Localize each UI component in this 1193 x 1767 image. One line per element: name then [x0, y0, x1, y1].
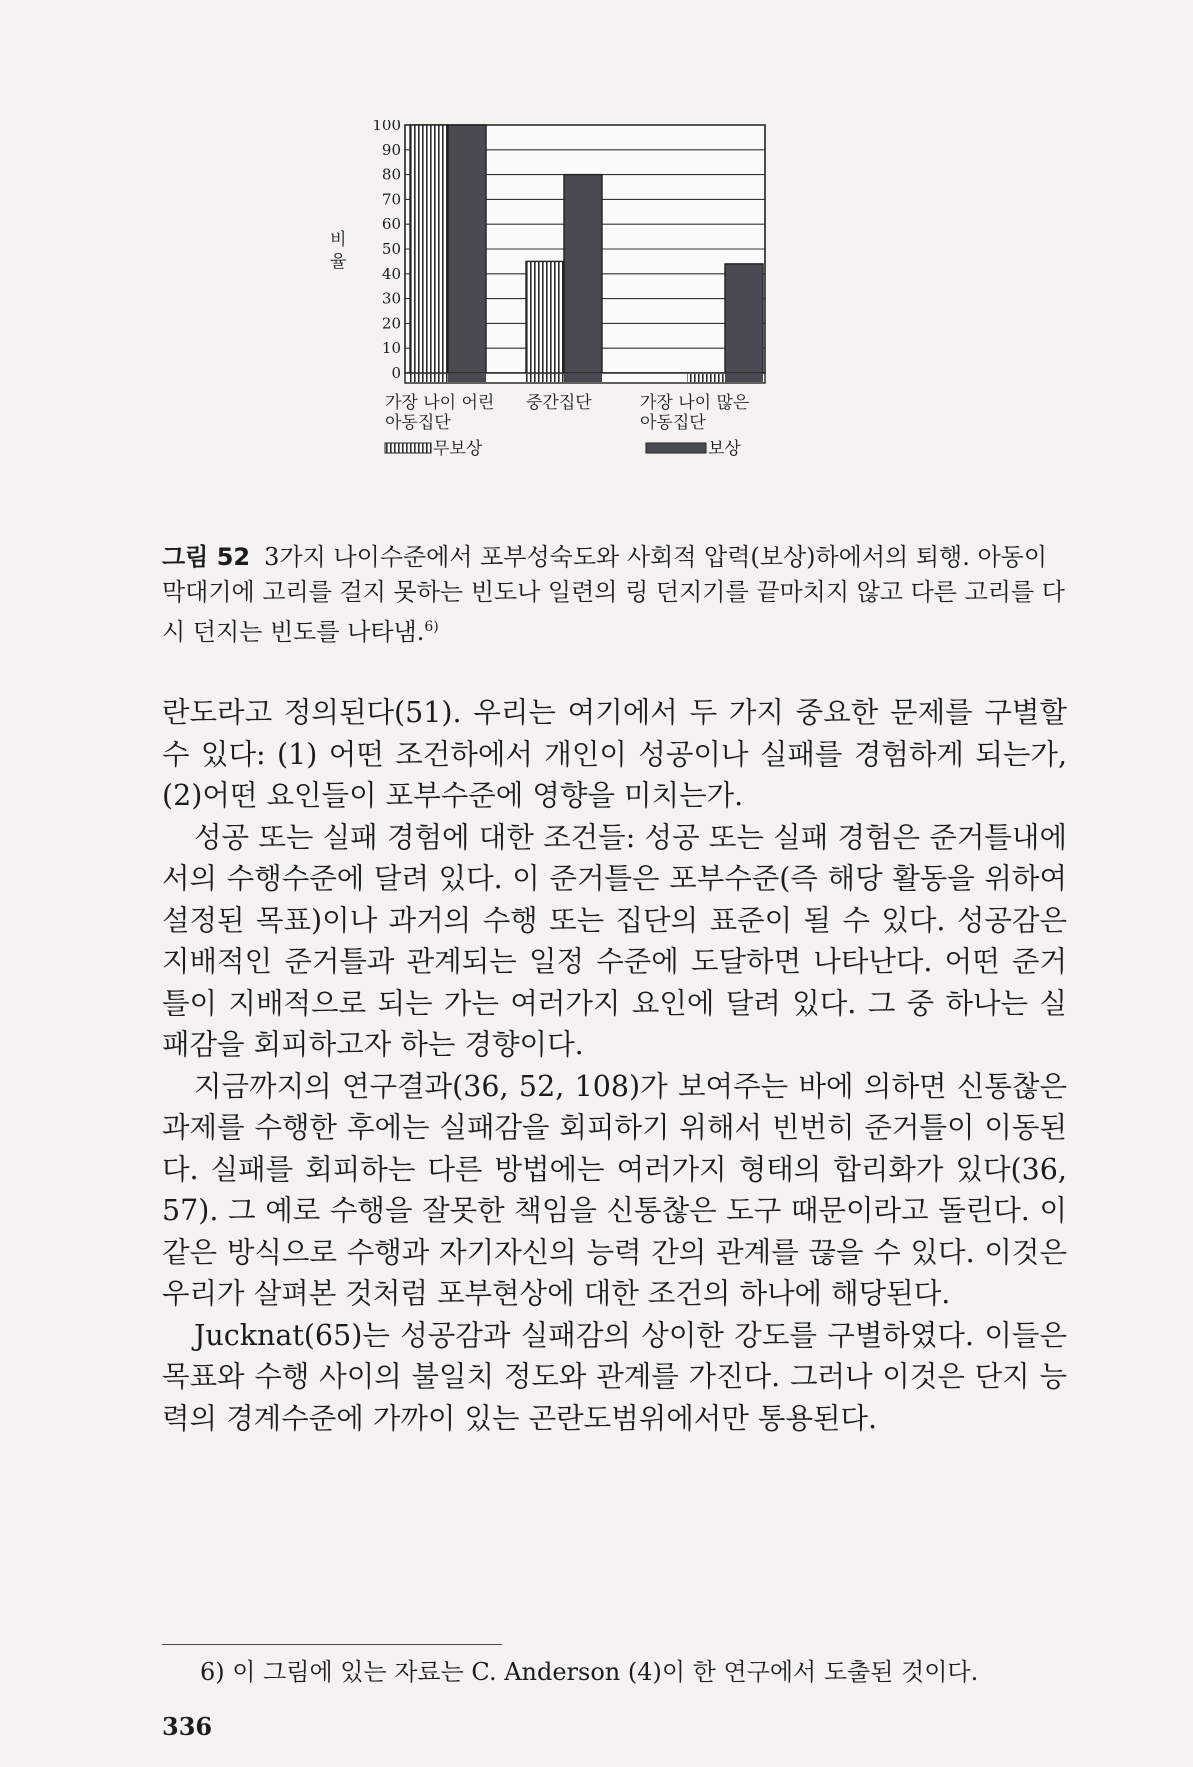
- bar-reward: [448, 125, 486, 373]
- bar-reward: [725, 264, 763, 373]
- legend-swatch-reward: [646, 443, 706, 453]
- legend-swatch-no-reward: [385, 443, 431, 453]
- category-label: 가장 나이 많은: [640, 393, 750, 413]
- y-tick-label: 30: [381, 289, 401, 308]
- y-tick-label: 20: [381, 314, 401, 333]
- y-axis-label: 율: [330, 252, 347, 272]
- body-text: [162, 692, 1067, 1439]
- category-label: 중간집단: [526, 393, 592, 413]
- caption-text: 3가지 나이수준에서 포부성숙도와 사회적 압력(보상)하에서의 퇴행. 아동이 막대기에 고리를 걸지 못하는 빈도나 일련의 링 던지기를 끝마치지 않고 다른 고리를 다시 던지는 빈도를 나타냄.: [162, 543, 1065, 646]
- bar-reward: [564, 175, 602, 373]
- baseline-marker: [410, 374, 448, 382]
- y-tick-label: 80: [381, 165, 401, 184]
- baseline-marker: [526, 374, 564, 382]
- baseline-marker: [564, 374, 602, 382]
- y-tick-label: 40: [381, 264, 401, 283]
- caption-label: 그림 52: [162, 543, 251, 571]
- y-tick-label: 0: [391, 364, 401, 382]
- bar-chart: [330, 120, 890, 530]
- page-number: 336: [162, 1712, 213, 1741]
- figure-caption: [162, 540, 1067, 650]
- footnote: 6) 이 그림에 있는 자료는 C. Anderson (4)이 한 연구에서 도출된 것이다.: [200, 1658, 979, 1686]
- legend-label-reward: 보상: [708, 439, 741, 459]
- y-tick-label: 50: [381, 240, 401, 258]
- baseline-marker: [725, 374, 763, 382]
- baseline-marker: [448, 374, 486, 382]
- legend-label-no-reward: 무보상: [433, 439, 483, 459]
- baseline-marker: [687, 374, 725, 382]
- paragraph-2: 성공 또는 실패 경험에 대한 조건들: 성공 또는 실패 경험은 준거틀내에서의 수행수준에 달려 있다. 이 준거틀은 포부수준(즉 해당 활동을 위하여 설정된 목표)이나 과거의 수행 또는 집단의 표준이 될 수 있다. 성공감은 지배적인 준거틀과 관계되는 일정 수준에 도달하면 나타난다. 어떤 준거틀이 지배적으로 되는 가는 여러가지 요인에 달려 있다. 그 중 하나는 실패감을 회피하고자 하는 경향이다.: [162, 820, 1067, 1061]
- category-label: 아동집단: [385, 413, 451, 433]
- caption-note-ref: 6): [424, 619, 439, 635]
- category-label: 아동집단: [640, 413, 706, 433]
- y-axis-label: 비: [330, 230, 347, 250]
- bar-no-reward: [410, 125, 448, 373]
- footnote-divider: [162, 1644, 502, 1645]
- paragraph-1: 란도라고 정의된다(51). 우리는 여기에서 두 가지 중요한 문제를 구별할 수 있다: (1) 어떤 조건하에서 개인이 성공이나 실패를 경험하게 되는가, (2)어떤 요인들이 포부수준에 영향을 미치는가.: [162, 696, 1067, 812]
- paragraph-4: Jucknat(65)는 성공감과 실패감의 상이한 강도를 구별하였다. 이들은 목표와 수행 사이의 불일치 정도와 관계를 가진다. 그러나 이것은 단지 능력의 경계수준에 가까이 있는 곤란도범위에서만 통용된다.: [162, 1318, 1067, 1435]
- y-tick-label: 70: [381, 190, 401, 209]
- y-tick-label: 10: [381, 339, 401, 358]
- category-label: 가장 나이 어린: [385, 393, 495, 413]
- y-tick-label: 90: [381, 140, 401, 159]
- bar-no-reward: [526, 261, 564, 373]
- paragraph-3: 지금까지의 연구결과(36, 52, 108)가 보여주는 바에 의하면 신통찮은 과제를 수행한 후에는 실패감을 회피하기 위해서 빈번히 준거틀이 이동된다. 실패를 회피하는 다른 방법에는 여러가지 형태의 합리화가 있다(36, 57). 그 예로 수행을 잘못한 책임을 신통찮은 도구 때문이라고 돌린다. 이같은 방식으로 수행과 자기자신의 능력 간의 관계를 끊을 수 있다. 이것은 우리가 살펴본 것처럼 포부현상에 대한 조건의 하나에 해당된다.: [162, 1069, 1067, 1310]
- y-tick-label: 100: [372, 120, 401, 134]
- y-tick-label: 60: [381, 215, 401, 234]
